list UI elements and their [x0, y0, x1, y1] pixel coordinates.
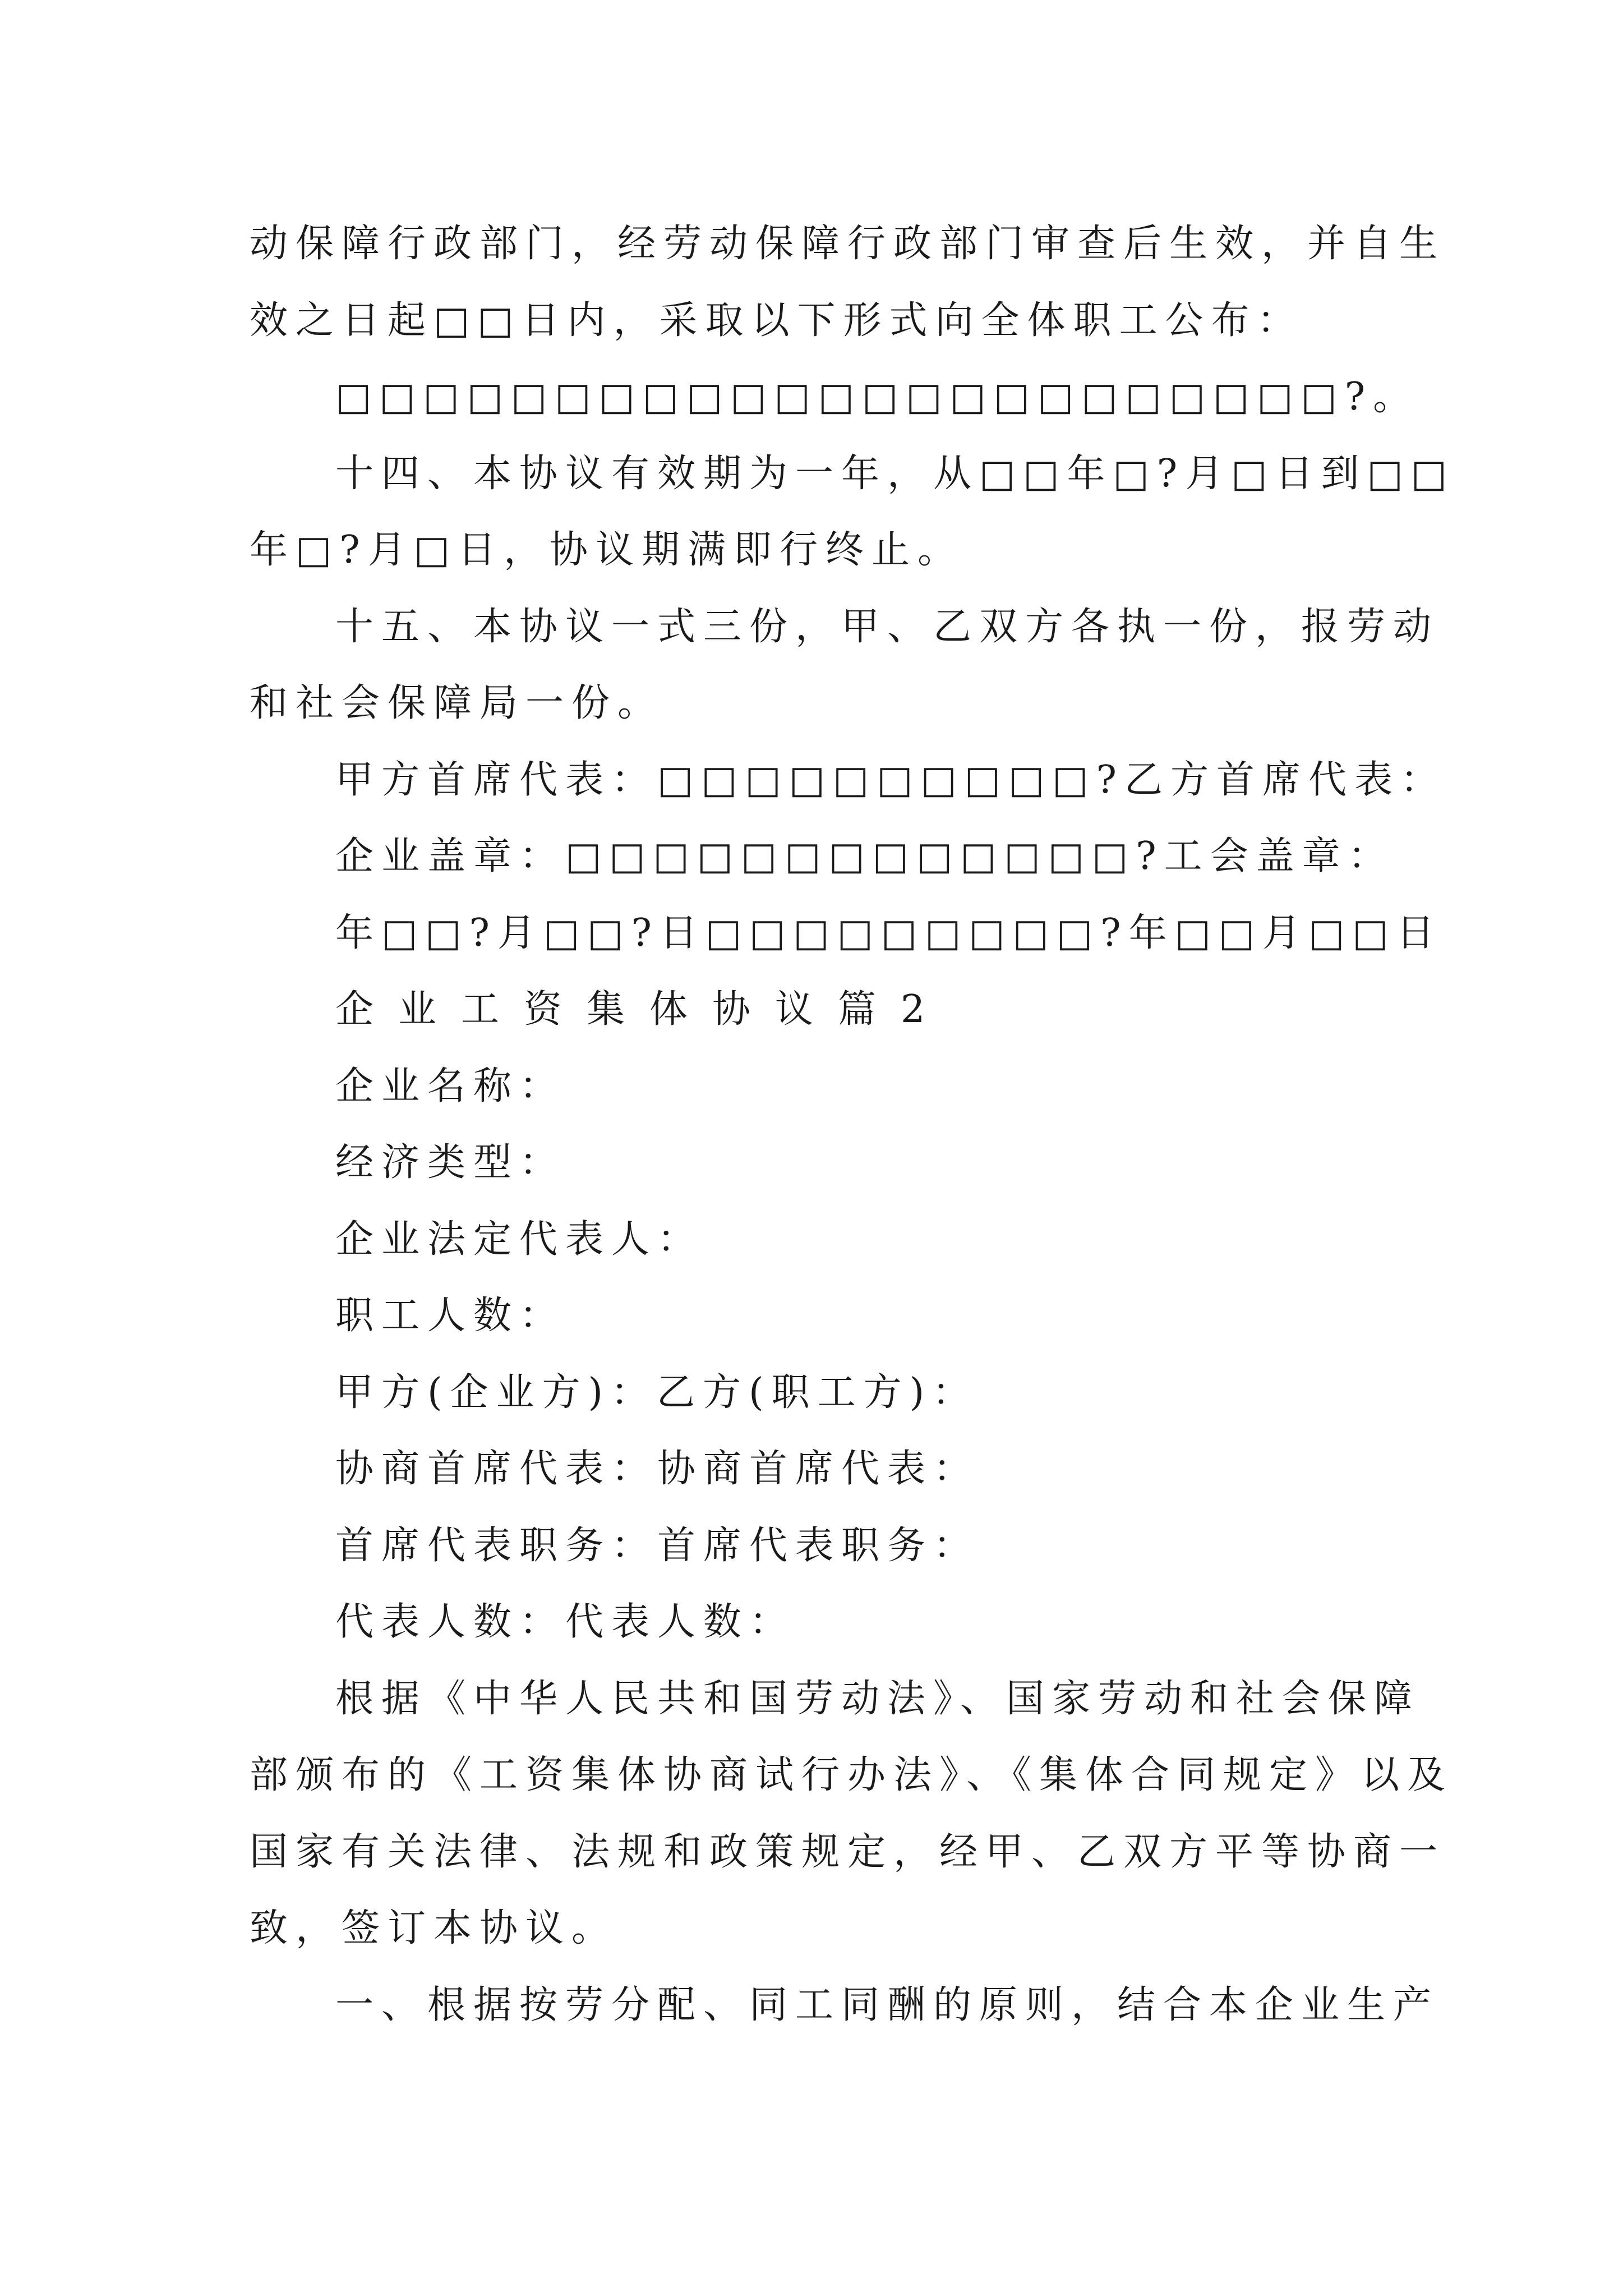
field-representative-counts: 代表人数：代表人数： — [335, 1600, 796, 1644]
field-company-name: 企业名称： — [335, 1064, 566, 1108]
paragraph-line: 动保障行政部门，经劳动保障行政部门审查后生效，并自生 — [250, 222, 1446, 266]
clause-15-line: 十五、本协议一式三份，甲、乙双方各执一份，报劳动 — [335, 605, 1440, 649]
signature-representatives-line: 甲方首席代表：□□□□□□□□□□?乙方首席代表： — [335, 758, 1446, 802]
clause-15-line: 和社会保障局一份。 — [250, 681, 664, 725]
signature-seals-line: 企业盖章：□□□□□□□□□□□□□?工会盖章： — [335, 834, 1394, 878]
clause-1-line: 一、根据按劳分配、同工同酬的原则，结合本企业生产 — [335, 1983, 1440, 2027]
section-heading: 企业工资集体协议篇2 — [335, 987, 950, 1032]
field-economic-type: 经济类型： — [335, 1140, 566, 1185]
field-employee-count: 职工人数： — [335, 1294, 566, 1338]
field-representative-positions: 首席代表职务：首席代表职务： — [335, 1524, 980, 1568]
paragraph-line: 根据《中华人民共和国劳动法》、国家劳动和社会保障 — [335, 1677, 1421, 1721]
field-chief-representatives: 协商首席代表：协商首席代表： — [335, 1447, 980, 1491]
paragraph-line: 致，签订本协议。 — [250, 1906, 618, 1950]
paragraph-line: 国家有关法律、法规和政策规定，经甲、乙双方平等协商一 — [250, 1830, 1446, 1874]
paragraph-line: 效之日起□□日内，采取以下形式向全体职工公布： — [250, 298, 1303, 343]
field-parties: 甲方(企业方)：乙方(职工方)： — [335, 1370, 979, 1415]
field-legal-representative: 企业法定代表人： — [335, 1217, 704, 1262]
blank-fill-line: □□□□□□□□□□□□□□□□□□□□□□□?。 — [335, 375, 1419, 419]
clause-14-line: 十四、本协议有效期为一年，从□□年□?月□日到□□ — [335, 452, 1455, 496]
clause-14-line: 年□?月□日，协议期满即行终止。 — [250, 528, 963, 572]
paragraph-line: 部颁布的《工资集体协商试行办法》、《集体合同规定》以及 — [250, 1753, 1454, 1797]
signature-dates-line: 年□□?月□□?日□□□□□□□□□?年□□月□□日 — [335, 911, 1442, 955]
